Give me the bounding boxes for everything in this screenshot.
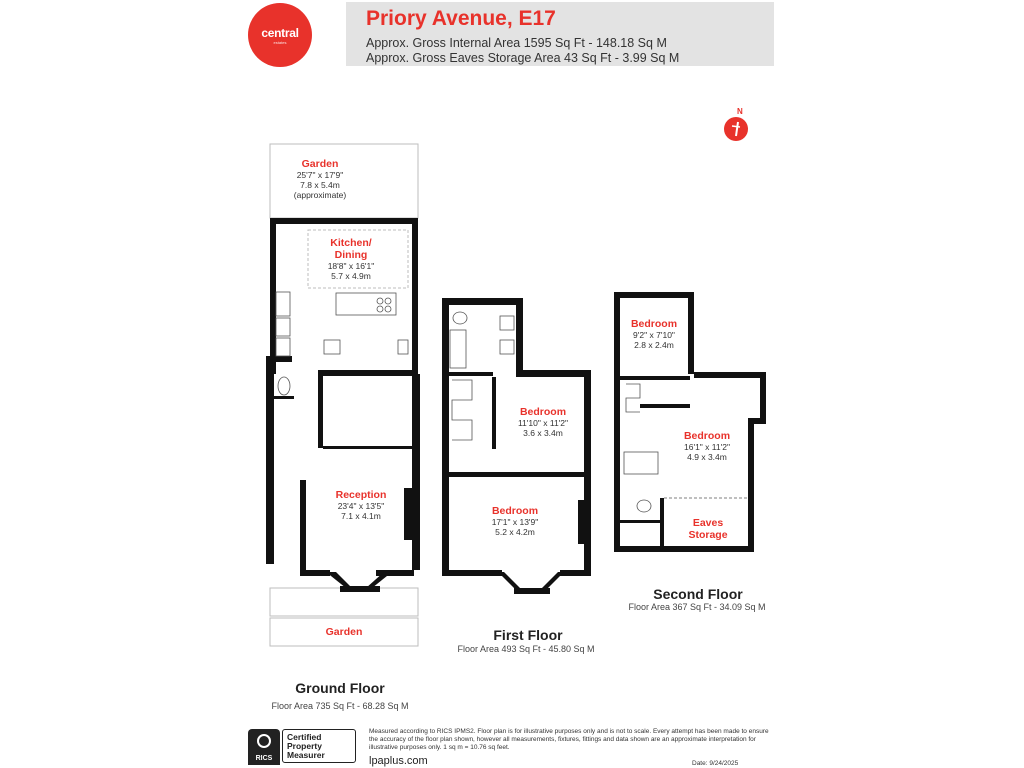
second-floor-area: Floor Area 367 Sq Ft - 34.09 Sq M — [628, 602, 766, 612]
first-floor-area: Floor Area 493 Sq Ft - 45.80 Sq M — [457, 644, 595, 654]
reception-label: Reception 23'4" x 13'5" 7.1 x 4.1m — [335, 489, 387, 521]
kitchen-dining-label: Kitchen/ Dining 18'8" x 16'1" 5.7 x 4.9m — [327, 237, 375, 281]
second-floor-title: Second Floor — [653, 586, 743, 602]
second-floor-small-bedroom-label: Bedroom 9'2" x 7'10" 2.8 x 2.4m — [630, 318, 678, 350]
certified-property-measurer: Certified Property Measurer — [282, 729, 356, 763]
ground-floor-title: Ground Floor — [295, 680, 385, 696]
ground-floor-area: Floor Area 735 Sq Ft - 68.28 Sq M — [271, 701, 409, 711]
compass-north-label: N — [737, 107, 743, 116]
second-floor-large-bedroom-label: Bedroom 16'1" x 11'2" 4.9 x 3.4m — [683, 430, 731, 462]
eaves-storage-label: Eaves Storage — [688, 517, 728, 541]
disclaimer-text: Measured according to RICS IPMS2. Floor plan is for illustrative purposes only and is not to scale. Every attempt has been made to ensure the accuracy of the floor plan shown, however all measurements, fixtures, fittings and data shown are an approximate interpretation for illustrative purposes only. 1 sq m = 10.76 sq feet. — [369, 728, 769, 751]
first-floor-rear-bedroom-label: Bedroom 11'10" x 11'2" 3.6 x 3.4m — [517, 406, 569, 438]
plan-date: Date: 9/24/2025 — [692, 760, 739, 767]
logo-text: central — [261, 25, 299, 40]
ground-floor-fixtures — [276, 292, 408, 395]
rics-certified-badge — [248, 729, 356, 765]
website-link[interactable]: lpaplus.com — [369, 755, 428, 767]
gross-internal-area: Approx. Gross Internal Area 1595 Sq Ft - 148.18 Sq M — [366, 36, 667, 50]
first-floor-title: First Floor — [493, 627, 563, 643]
rics-logo: RICS — [248, 729, 280, 765]
front-garden-outline — [270, 588, 418, 616]
rics-crest-icon — [257, 734, 271, 748]
first-floor-walls — [442, 298, 591, 594]
first-floor-front-bedroom-label: Bedroom 17'1" x 13'9" 5.2 x 4.2m — [491, 505, 539, 537]
gross-eaves-area: Approx. Gross Eaves Storage Area 43 Sq Ft - 3.99 Sq M — [366, 51, 680, 65]
property-title: Priory Avenue, E17 — [366, 7, 556, 30]
rear-garden-label: Garden 25'7" x 17'9" 7.8 x 5.4m (approximate) — [293, 158, 347, 200]
front-garden-label: Garden — [325, 626, 363, 638]
logo-subtext: estates — [273, 39, 287, 45]
